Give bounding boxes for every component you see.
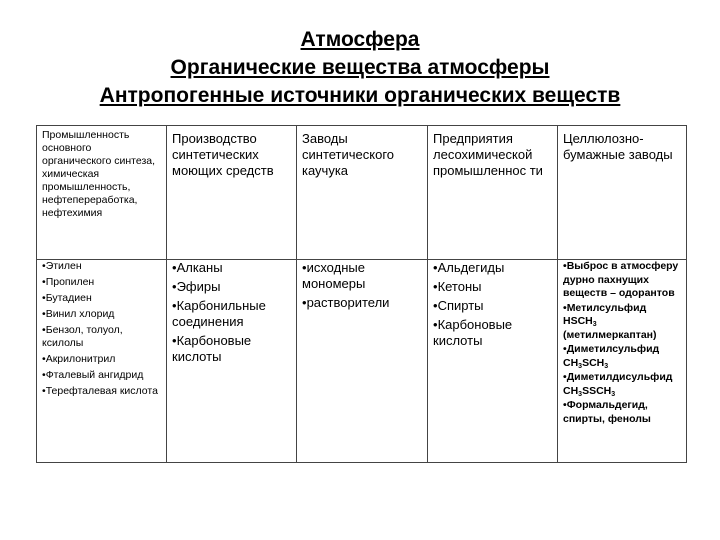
title-atmosphere: Атмосфера bbox=[300, 28, 420, 51]
formula-text: (метилмеркаптан) bbox=[563, 328, 657, 341]
cell-rubber-substances bbox=[297, 260, 428, 463]
header-cell-chemical-industry: Промышленность основного органического синтеза, химическая промышленность, нефтепереработка, нефтехимия bbox=[37, 126, 167, 260]
table-body-row bbox=[37, 260, 687, 463]
formula-text: Диметилдисульфид CH bbox=[563, 371, 673, 397]
title-anthropogenic-sources: Антропогенные источники органических веществ bbox=[99, 84, 621, 107]
list-item: • Винил хлорид bbox=[42, 308, 162, 321]
list-item: • Фталевый ангидрид bbox=[42, 369, 162, 382]
cell-chemical-industry-substances bbox=[37, 260, 167, 463]
list-item: • Бутадиен bbox=[42, 292, 162, 305]
formula-subscript: 3 bbox=[578, 362, 583, 370]
list-item: • Выброс в атмосферу дурно пахнущих веществ – одорантов bbox=[563, 260, 682, 301]
title-organic-substances: Органические вещества атмосферы bbox=[170, 56, 550, 79]
header-cell-forest-chemical: Предприятия лесохимической промышленнос ти bbox=[428, 126, 558, 260]
cell-forest-chemical-substances bbox=[428, 260, 558, 463]
list-item: • Бензол, толуол, ксилолы bbox=[42, 324, 162, 350]
list-item: • Эфиры bbox=[172, 279, 292, 295]
formula-subscript: 3 bbox=[604, 362, 609, 370]
list-item bbox=[563, 371, 682, 398]
list-item: • Терефталевая кислота bbox=[42, 385, 162, 398]
formula-subscript: 3 bbox=[578, 390, 583, 398]
formula-subscript: 3 bbox=[611, 390, 616, 398]
list-item: • растворители bbox=[302, 295, 423, 311]
list-item: • Этилен bbox=[42, 260, 162, 273]
cell-detergents-substances bbox=[167, 260, 297, 463]
formula-text: SCH bbox=[582, 356, 605, 369]
list-item bbox=[563, 302, 682, 343]
header-cell-rubber-plants: Заводы синтетического каучука bbox=[297, 126, 428, 260]
sources-table bbox=[36, 125, 687, 463]
formula-subscript: 3 bbox=[592, 321, 597, 328]
list-item: • Акрилонитрил bbox=[42, 353, 162, 366]
formula-text: SSCH bbox=[582, 384, 612, 397]
list-item: • исходные мономеры bbox=[302, 260, 423, 292]
cell-pulp-paper-substances bbox=[558, 260, 687, 463]
formula-text: Диметилсульфид CH bbox=[563, 343, 660, 369]
list-item: • Карбоновые кислоты bbox=[433, 317, 553, 349]
table-header-row bbox=[37, 126, 687, 260]
list-item: • Формальдегид, спирты, фенолы bbox=[563, 399, 682, 426]
list-item: • Кетоны bbox=[433, 279, 553, 295]
list-item: • Карбонильные соединения bbox=[172, 298, 292, 330]
list-item: • Карбоновые кислоты bbox=[172, 333, 292, 365]
list-item: • Спирты bbox=[433, 298, 553, 314]
formula-text: Метилсульфид HSCH bbox=[563, 301, 647, 327]
header-cell-pulp-paper: Целлюлозно-бумажные заводы bbox=[558, 126, 687, 260]
list-item bbox=[563, 343, 682, 370]
header-cell-detergents: Производство синтетических моющих средств bbox=[167, 126, 297, 260]
list-item: • Пропилен bbox=[42, 276, 162, 289]
list-item: • Алканы bbox=[172, 260, 292, 276]
title-block bbox=[0, 26, 720, 110]
list-item: • Альдегиды bbox=[433, 260, 553, 276]
